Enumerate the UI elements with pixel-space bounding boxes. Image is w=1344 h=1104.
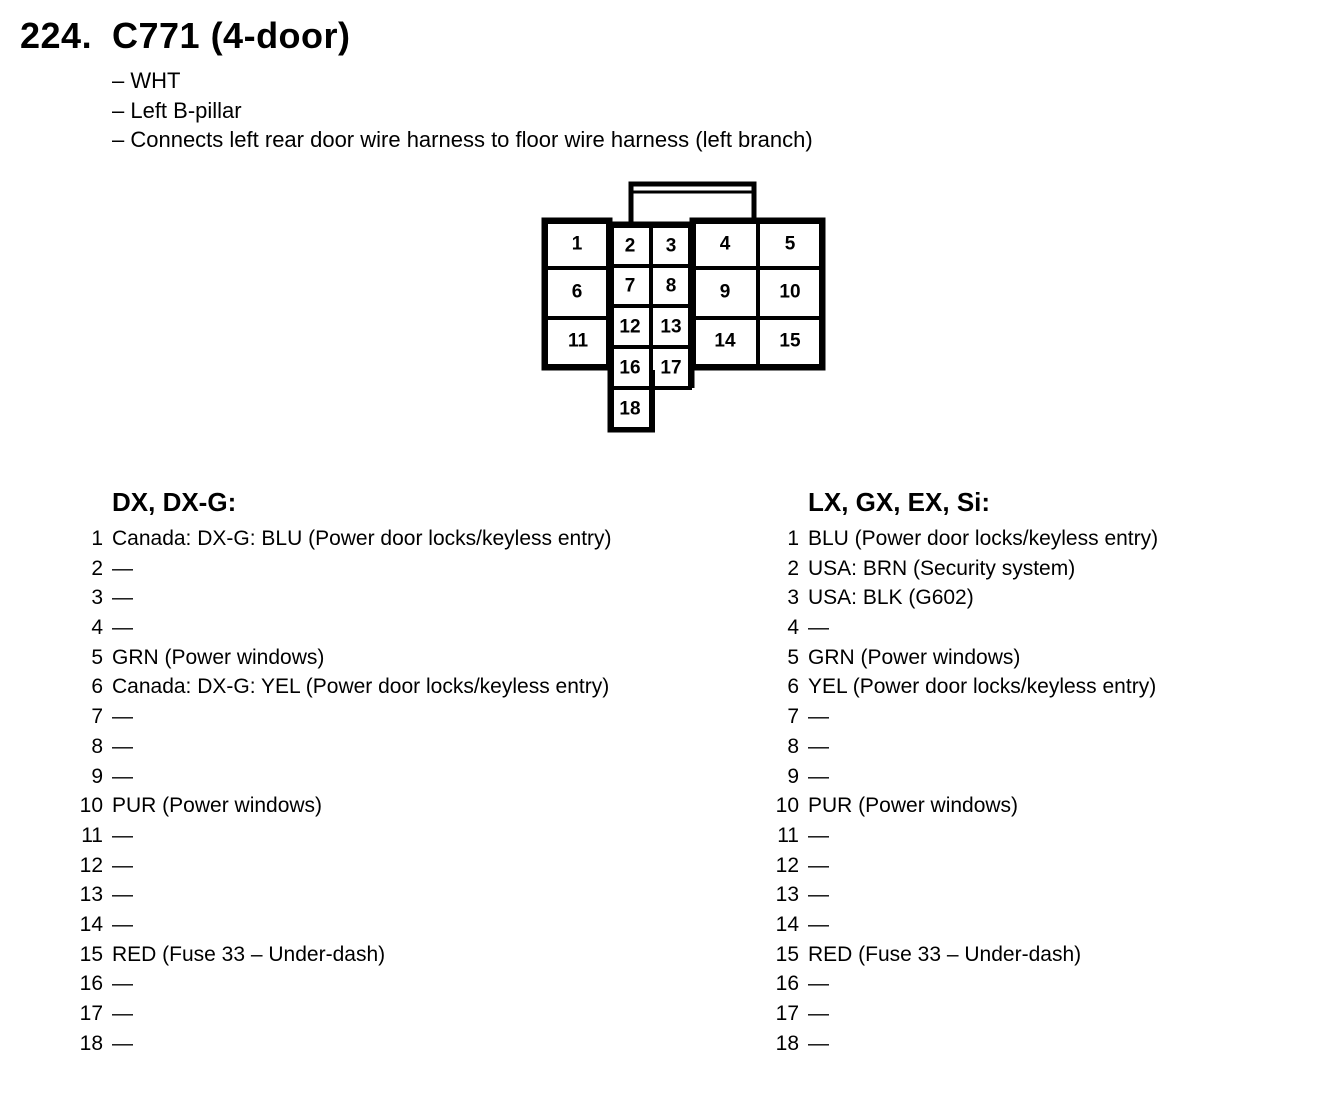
pin-number: 10 (79, 794, 103, 818)
pin-number: 14 (79, 912, 103, 936)
pin-label-14: 14 (714, 330, 736, 352)
pin-row (766, 583, 1326, 613)
section-number: 224. (20, 15, 93, 56)
pin-number: 17 (79, 1002, 103, 1025)
pin-row (70, 880, 710, 910)
pin-row (766, 762, 1326, 792)
pin-number: 14 (775, 912, 799, 936)
pin-number: 18 (79, 1031, 103, 1055)
pin-description: — (808, 912, 829, 936)
pin-description: — (808, 705, 829, 729)
pin-description: USA: BRN (Security system) (808, 556, 1076, 580)
pin-label-16: 16 (619, 357, 641, 379)
pin-description: — (112, 1031, 133, 1055)
pin-row (766, 910, 1326, 940)
pin-number: 11 (81, 823, 103, 847)
connector-face-svg (541, 180, 831, 435)
pin-number: 4 (787, 616, 799, 640)
pin-number: 11 (777, 823, 799, 847)
pin-number: 2 (787, 556, 799, 580)
pin-number: 9 (787, 764, 799, 788)
pin-number: 5 (91, 645, 103, 669)
pin-row (70, 910, 710, 940)
pin-description: — (112, 764, 133, 788)
pin-description: GRN (Power windows) (112, 645, 325, 669)
pin-label-3: 3 (665, 235, 677, 257)
pin-number: 17 (775, 1002, 799, 1025)
pin-number: 7 (787, 705, 799, 729)
pin-description: PUR (Power windows) (808, 794, 1019, 818)
pin-label-9: 9 (719, 281, 731, 303)
pin-number: 15 (79, 942, 103, 966)
column-heading-lx: LX, GX, EX, Si: (808, 487, 991, 517)
pin-row (70, 999, 710, 1029)
pin-description: GRN (Power windows) (808, 645, 1021, 669)
pin-number: 8 (91, 734, 103, 758)
pin-number: 18 (775, 1031, 799, 1055)
detail-color: – WHT (112, 68, 181, 93)
pin-description: — (808, 1031, 829, 1055)
pin-number: 16 (79, 972, 103, 996)
pin-description: — (808, 972, 829, 996)
pin-row (70, 583, 710, 613)
pin-description: — (808, 616, 829, 640)
pin-number: 16 (775, 972, 799, 996)
pin-row (766, 613, 1326, 643)
pin-row (766, 732, 1326, 762)
pin-description: — (112, 734, 133, 758)
pin-description: — (112, 556, 133, 580)
pin-number: 2 (91, 556, 103, 580)
pin-list-lx (766, 524, 1326, 1058)
pin-row (70, 762, 710, 792)
pin-number: 8 (787, 734, 799, 758)
pin-description: — (112, 823, 133, 847)
pin-row (70, 643, 710, 673)
pin-description: — (112, 705, 133, 729)
pin-row (766, 702, 1326, 732)
pin-label-5: 5 (784, 233, 796, 255)
pin-number: 1 (91, 527, 103, 550)
pin-description: — (112, 616, 133, 640)
pin-row (766, 851, 1326, 881)
pin-row (70, 702, 710, 732)
pin-label-13: 13 (660, 316, 682, 338)
pin-row (766, 554, 1326, 584)
pin-row (766, 940, 1326, 970)
pin-table-lx (766, 484, 1326, 1058)
pin-description: BLU (Power door locks/keyless entry) (808, 527, 1159, 550)
pin-description: Canada: DX-G: YEL (Power door locks/keyless entry) (112, 675, 610, 699)
pin-description: — (112, 912, 133, 936)
pin-number: 10 (775, 794, 799, 818)
pin-row (766, 999, 1326, 1029)
pin-description: RED (Fuse 33 – Under-dash) (112, 942, 386, 966)
pin-number: 6 (787, 675, 799, 699)
page-title (20, 14, 351, 58)
pin-row (70, 940, 710, 970)
pin-number: 12 (79, 853, 103, 877)
connector-lock-tab (631, 184, 754, 222)
pin-label-2: 2 (624, 235, 636, 257)
pin-row (70, 1029, 710, 1059)
detail-location: – Left B-pillar (112, 97, 242, 123)
pin-description: — (808, 734, 829, 758)
pin-number: 4 (91, 616, 103, 640)
pin-description: PUR (Power windows) (112, 794, 323, 818)
pin-label-8: 8 (665, 275, 677, 297)
pin-row (70, 732, 710, 762)
connector-title: C771 (4-door) (112, 15, 351, 56)
pin-description: — (112, 853, 133, 877)
pin-row (766, 821, 1326, 851)
pin-description: — (808, 883, 829, 907)
pin-label-10: 10 (779, 281, 801, 303)
pin-description: RED (Fuse 33 – Under-dash) (808, 942, 1082, 966)
connector-center-notch (655, 388, 695, 434)
pin-label-6: 6 (571, 281, 583, 303)
column-heading-dx: DX, DX-G: (112, 487, 237, 517)
pin-description: — (808, 764, 829, 788)
pin-row (70, 851, 710, 881)
pin-number: 6 (91, 675, 103, 699)
pin-description: — (808, 853, 829, 877)
pin-row (766, 791, 1326, 821)
pin-description: — (112, 586, 133, 610)
pin-list-dx (70, 524, 710, 1058)
detail-connection: – Connects left rear door wire harness to floor wire harness (left branch) (112, 127, 813, 152)
pin-row (766, 969, 1326, 999)
pin-description: — (112, 883, 133, 907)
pin-description: Canada: DX-G: BLU (Power door locks/keyless entry) (112, 527, 612, 550)
pin-label-18: 18 (619, 398, 641, 420)
pin-row (766, 880, 1326, 910)
pin-row (766, 672, 1326, 702)
pin-number: 15 (775, 942, 799, 966)
pin-row (70, 821, 710, 851)
pin-label-15: 15 (779, 330, 801, 352)
pin-description: — (808, 823, 829, 847)
pin-label-17: 17 (660, 357, 682, 379)
connector-diagram (541, 180, 831, 435)
pin-number: 12 (775, 853, 799, 877)
pin-description: — (808, 1002, 829, 1025)
connector-details (112, 66, 813, 155)
pin-row (70, 969, 710, 999)
pin-row (70, 791, 710, 821)
pin-row (766, 1029, 1326, 1059)
pin-row (766, 524, 1326, 554)
pin-number: 3 (91, 586, 103, 610)
pin-row (766, 643, 1326, 673)
pin-label-12: 12 (619, 316, 641, 338)
pin-row (70, 613, 710, 643)
pin-description: — (112, 1002, 133, 1025)
pin-number: 3 (787, 586, 799, 610)
pin-number: 13 (775, 883, 799, 907)
pin-number: 7 (91, 705, 103, 729)
pin-number: 1 (787, 527, 799, 550)
pin-label-1: 1 (571, 233, 583, 255)
pin-row (70, 554, 710, 584)
pin-number: 5 (787, 645, 799, 669)
pin-description: — (112, 972, 133, 996)
pin-description: YEL (Power door locks/keyless entry) (808, 675, 1157, 699)
pin-table-dx (70, 484, 710, 1058)
pin-description: USA: BLK (G602) (808, 586, 974, 610)
pin-label-11: 11 (567, 330, 589, 352)
pin-label-4: 4 (719, 233, 731, 255)
pin-number: 13 (79, 883, 103, 907)
pin-number: 9 (91, 764, 103, 788)
pin-label-7: 7 (624, 275, 636, 297)
pin-row (70, 672, 710, 702)
pin-row (70, 524, 710, 554)
